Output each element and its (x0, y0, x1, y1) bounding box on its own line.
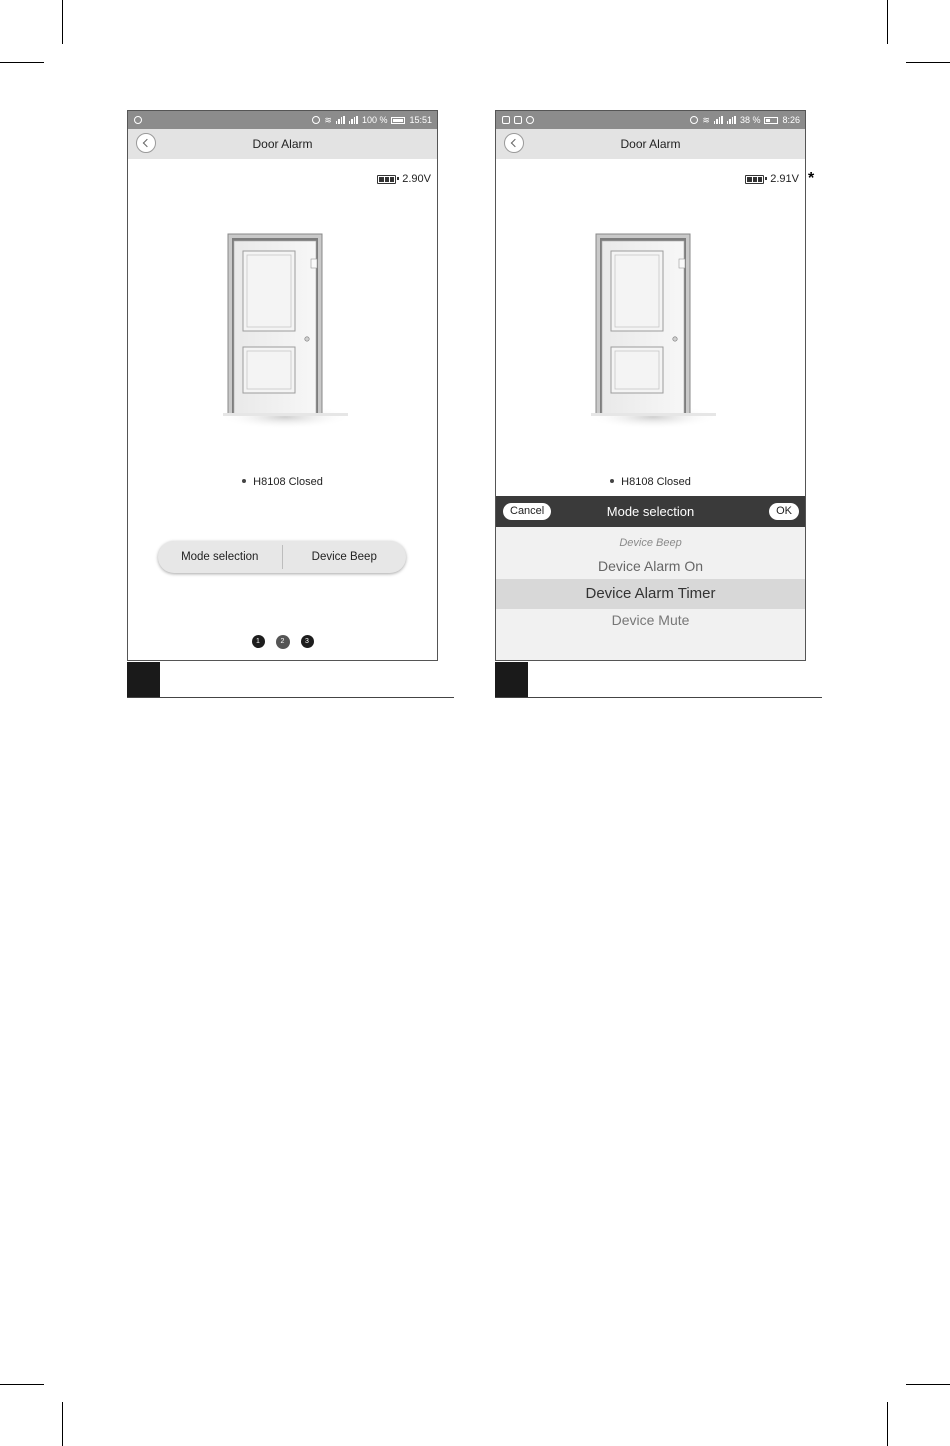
crop-mark (62, 0, 63, 44)
crop-mark (0, 62, 44, 63)
phone-screen-1 (127, 110, 438, 661)
clock: 8:26 (782, 115, 800, 125)
battery-icon (764, 117, 778, 124)
crop-mark (62, 1402, 63, 1446)
status-dot-icon (242, 479, 246, 483)
battery-voltage-value: 2.91V (770, 173, 799, 185)
page-dot-1[interactable]: 1 (252, 635, 265, 648)
wifi-icon: ≋ (702, 115, 710, 125)
picker-option[interactable]: Device Mute (611, 612, 690, 628)
figure-caption-1 (127, 662, 454, 698)
door-status (128, 476, 437, 488)
battery-voltage-value: 2.90V (402, 173, 431, 185)
alarm-clock-icon (312, 116, 320, 124)
notification-icon (526, 116, 534, 124)
crop-mark (887, 0, 888, 44)
battery-voltage (377, 173, 431, 185)
picker-option-selected[interactable]: Device Alarm Timer (496, 579, 805, 609)
mode-selection-button[interactable]: Mode selection (181, 551, 259, 563)
title-bar (128, 129, 437, 159)
battery-voltage (745, 173, 799, 185)
signal-icon (336, 116, 345, 124)
battery-icon (391, 117, 405, 124)
wifi-icon: ≋ (324, 115, 332, 125)
picker-option[interactable]: Device Alarm On (597, 558, 704, 574)
notification-icon (502, 116, 510, 124)
crop-mark (0, 1384, 44, 1385)
battery-percent: 38 % (739, 115, 761, 125)
page-dot-3[interactable]: 3 (301, 635, 314, 648)
device-beep-button[interactable]: Device Beep (311, 551, 377, 563)
picker-option[interactable]: Device Beep (619, 537, 682, 549)
back-button[interactable] (504, 133, 524, 153)
status-dot-icon (610, 479, 614, 483)
alarm-clock-icon (690, 116, 698, 124)
message-icon (514, 116, 522, 124)
action-buttons (158, 541, 406, 573)
picker-toolbar (496, 496, 805, 527)
signal-icon (727, 116, 736, 124)
back-button[interactable] (136, 133, 156, 153)
battery-icon (377, 175, 396, 184)
door-status-text: H8108 Closed (253, 476, 323, 488)
status-bar (128, 111, 437, 129)
page-title: Door Alarm (620, 137, 681, 151)
title-bar (496, 129, 805, 159)
ok-button[interactable]: OK (769, 503, 799, 520)
mode-picker[interactable] (496, 527, 805, 660)
status-bar (496, 111, 805, 129)
figure-number (127, 662, 160, 697)
notification-icon (134, 116, 142, 124)
picker-title: Mode selection (606, 504, 695, 519)
door-image (591, 229, 716, 439)
clock: 15:51 (409, 115, 432, 125)
figure-number (495, 662, 528, 697)
page-title: Door Alarm (252, 137, 313, 151)
battery-percent: 100 % (361, 115, 388, 125)
page-dot-2[interactable]: 2 (276, 635, 290, 649)
crop-mark (906, 62, 950, 63)
figure-caption-2 (495, 662, 822, 698)
annotation-asterisk: * (808, 170, 815, 187)
signal-icon (349, 116, 358, 124)
crop-mark (887, 1402, 888, 1446)
cancel-button[interactable]: Cancel (503, 503, 551, 520)
signal-icon (714, 116, 723, 124)
door-status-text: H8108 Closed (621, 476, 691, 488)
phone-screen-2 (495, 110, 806, 661)
door-status (496, 476, 805, 488)
battery-icon (745, 175, 764, 184)
crop-mark (906, 1384, 950, 1385)
door-image (223, 229, 348, 439)
page-indicator (128, 635, 437, 649)
